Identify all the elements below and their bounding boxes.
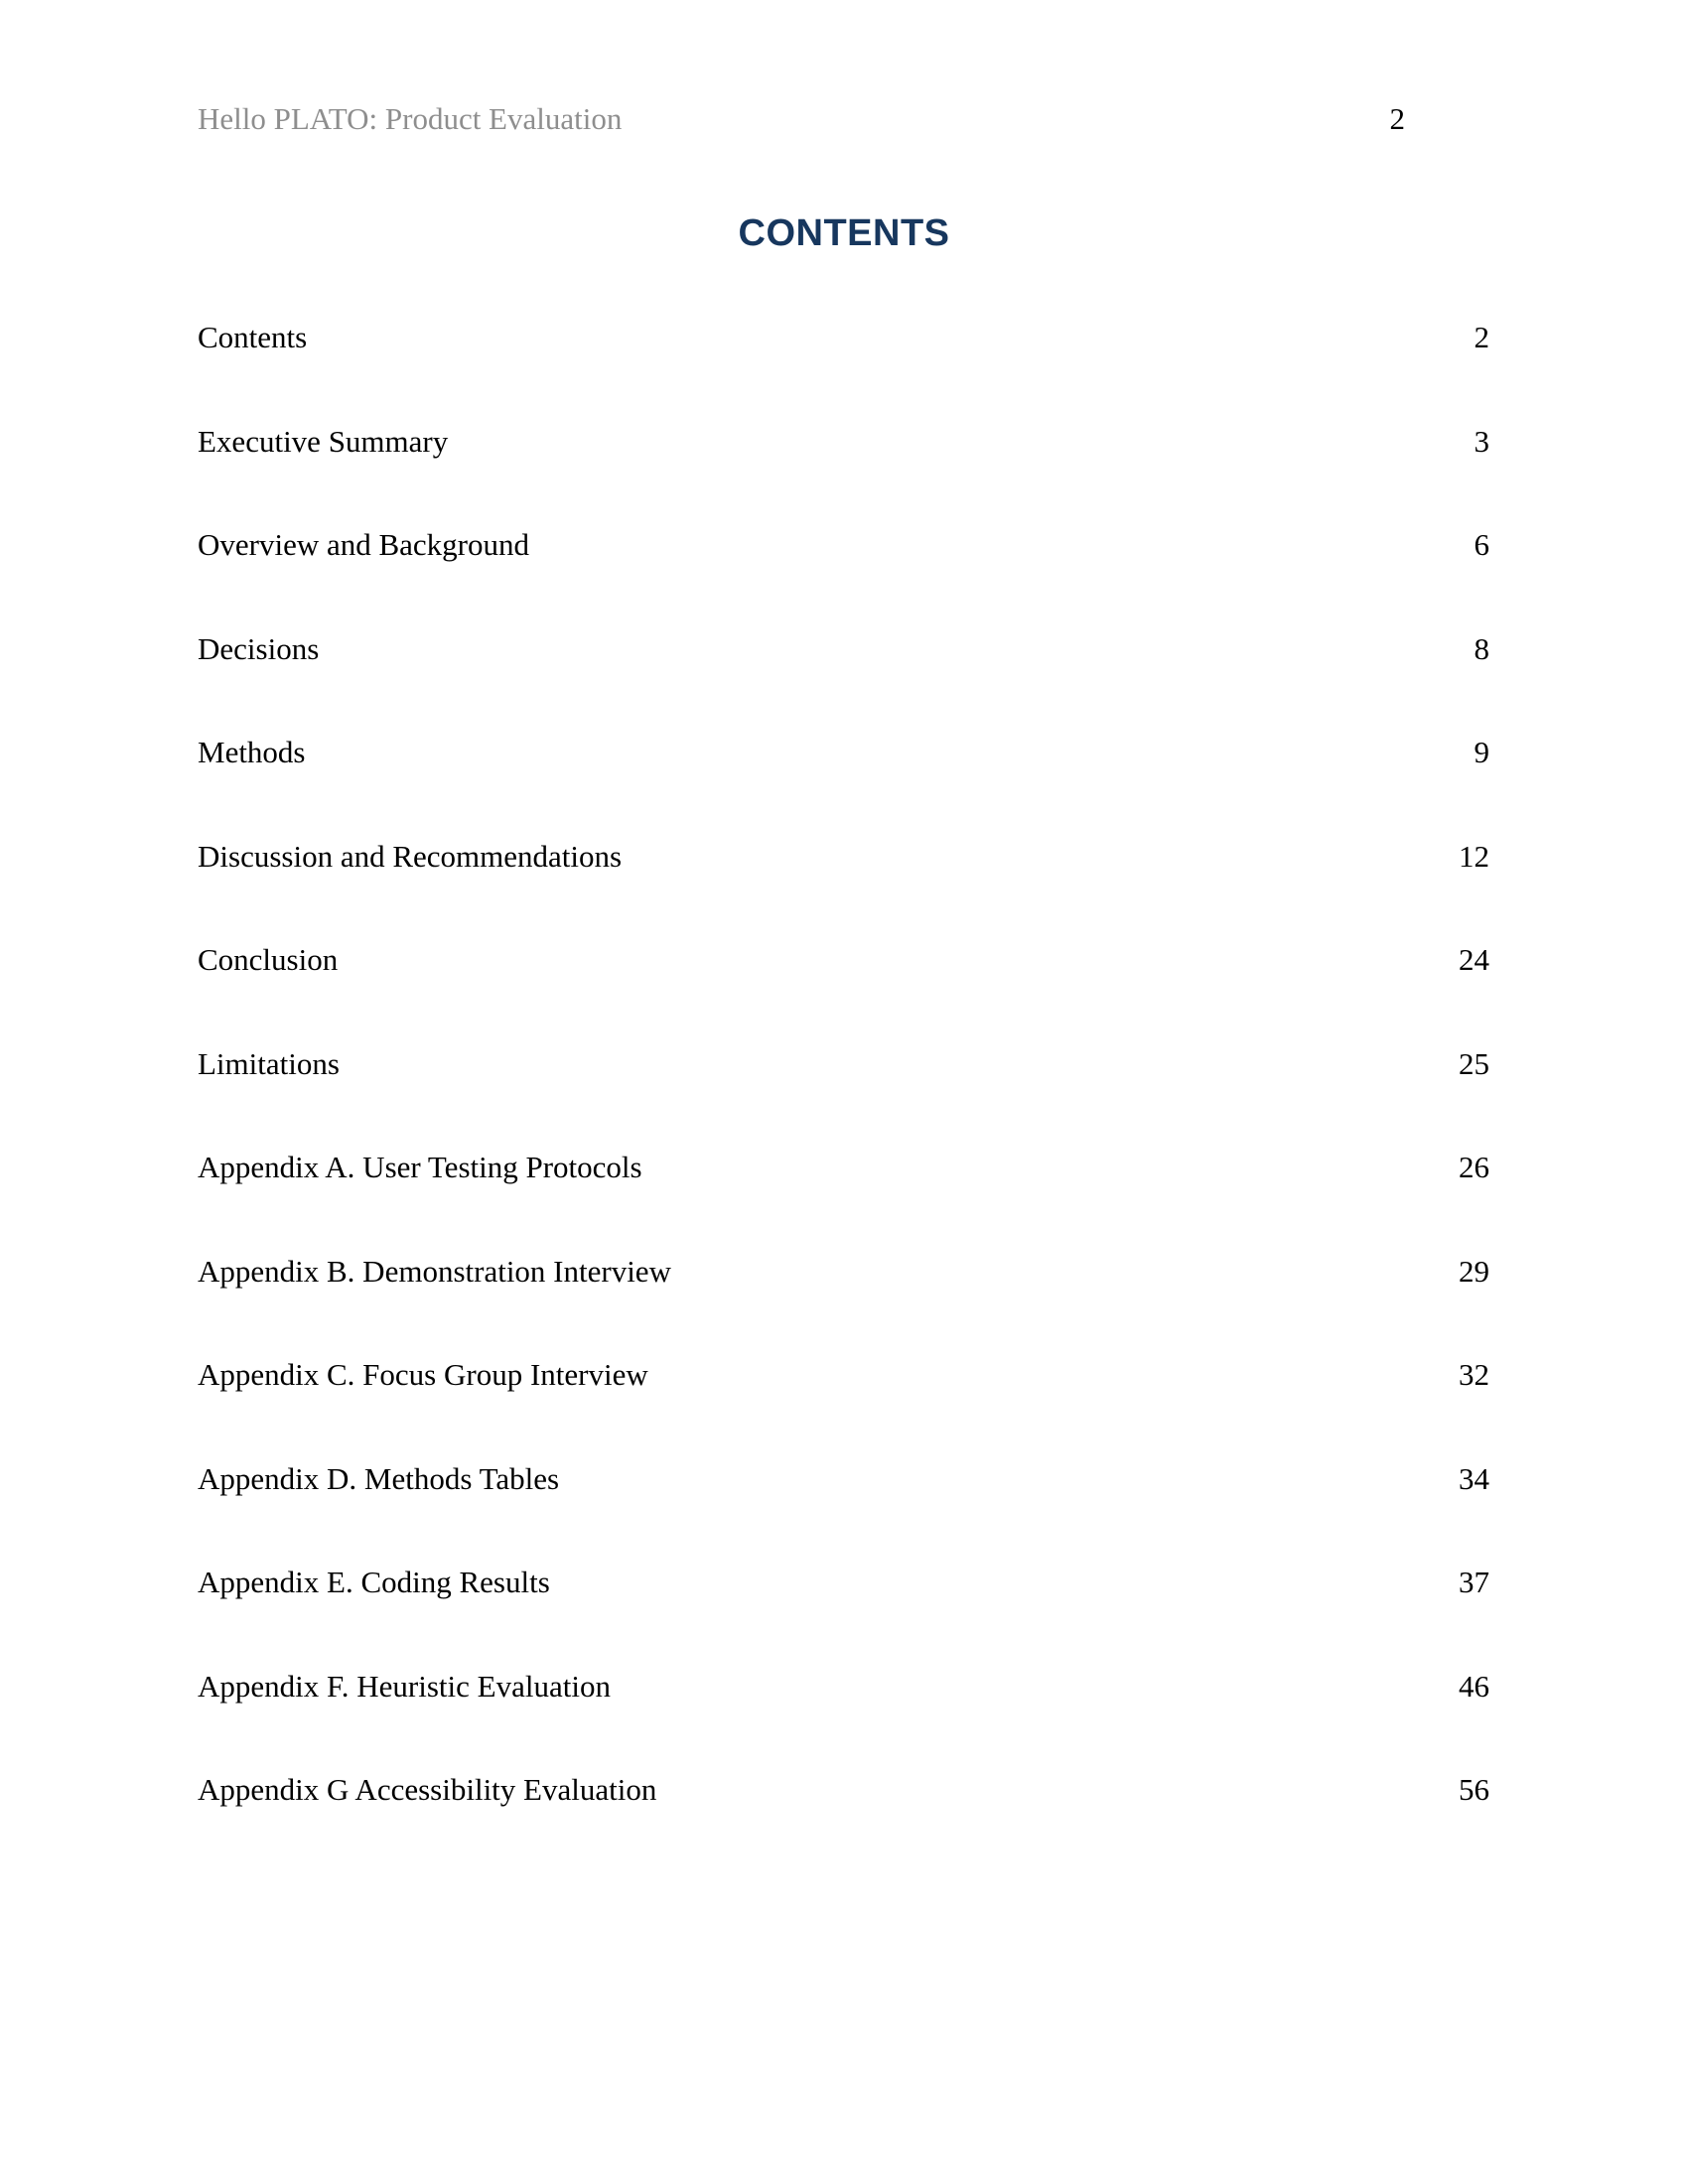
toc-entry-title: Appendix G Accessibility Evaluation [198,1772,657,1808]
toc-entry[interactable] [198,286,1489,390]
toc-entry-title: Overview and Background [198,527,530,563]
toc-entry-title: Executive Summary [198,423,449,459]
toc-entry-page: 25 [1459,1045,1489,1081]
toc-entry-title: Appendix F. Heuristic Evaluation [198,1668,611,1704]
toc-entry-page: 46 [1459,1668,1489,1704]
toc-entry-title: Methods [198,735,306,770]
toc-entry-title: Appendix E. Coding Results [198,1565,550,1600]
toc-entry-title: Appendix D. Methods Tables [198,1460,560,1496]
toc-entry-page: 37 [1459,1565,1489,1600]
toc-entry-page: 32 [1459,1357,1489,1393]
toc-entry-page: 26 [1459,1150,1489,1185]
toc-entry-title: Decisions [198,630,320,666]
toc-entry-title: Limitations [198,1045,340,1081]
toc-entry[interactable] [198,493,1489,598]
toc-entry[interactable] [198,1738,1489,1843]
toc-entry-page: 29 [1459,1253,1489,1289]
toc-entry[interactable] [198,805,1489,909]
toc-list [198,286,1489,1843]
toc-entry[interactable] [198,1428,1489,1532]
toc-entry-page: 34 [1459,1460,1489,1496]
toc-entry[interactable] [198,1635,1489,1739]
running-head: Hello PLATO: Product Evaluation [198,101,623,136]
toc-entry-title: Conclusion [198,942,339,978]
toc-entry[interactable] [198,390,1489,494]
toc-entry[interactable] [198,701,1489,805]
page-header [198,95,1405,143]
toc-entry[interactable] [198,908,1489,1013]
toc-entry-page: 24 [1459,942,1489,978]
toc-entry[interactable] [198,1531,1489,1635]
toc-entry[interactable] [198,598,1489,702]
toc-entry-title: Appendix B. Demonstration Interview [198,1253,671,1289]
toc-heading: CONTENTS [738,212,950,255]
toc-entry-title: Discussion and Recommendations [198,838,623,874]
toc-entry-page: 9 [1474,735,1489,770]
page-number: 2 [1389,101,1405,136]
toc-entry[interactable] [198,1323,1489,1428]
toc-entry[interactable] [198,1013,1489,1117]
toc-entry-title: Appendix A. User Testing Protocols [198,1150,642,1185]
toc-entry-page: 56 [1459,1772,1489,1808]
toc-entry-page: 2 [1474,320,1489,355]
toc-entry[interactable] [198,1220,1489,1324]
toc-entry-title: Contents [198,320,308,355]
toc-entry-title: Appendix C. Focus Group Interview [198,1357,648,1393]
toc-entry-page: 12 [1459,838,1489,874]
toc-entry-page: 8 [1474,630,1489,666]
toc-entry-page: 3 [1474,423,1489,459]
toc-entry[interactable] [198,1116,1489,1220]
toc-entry-page: 6 [1474,527,1489,563]
